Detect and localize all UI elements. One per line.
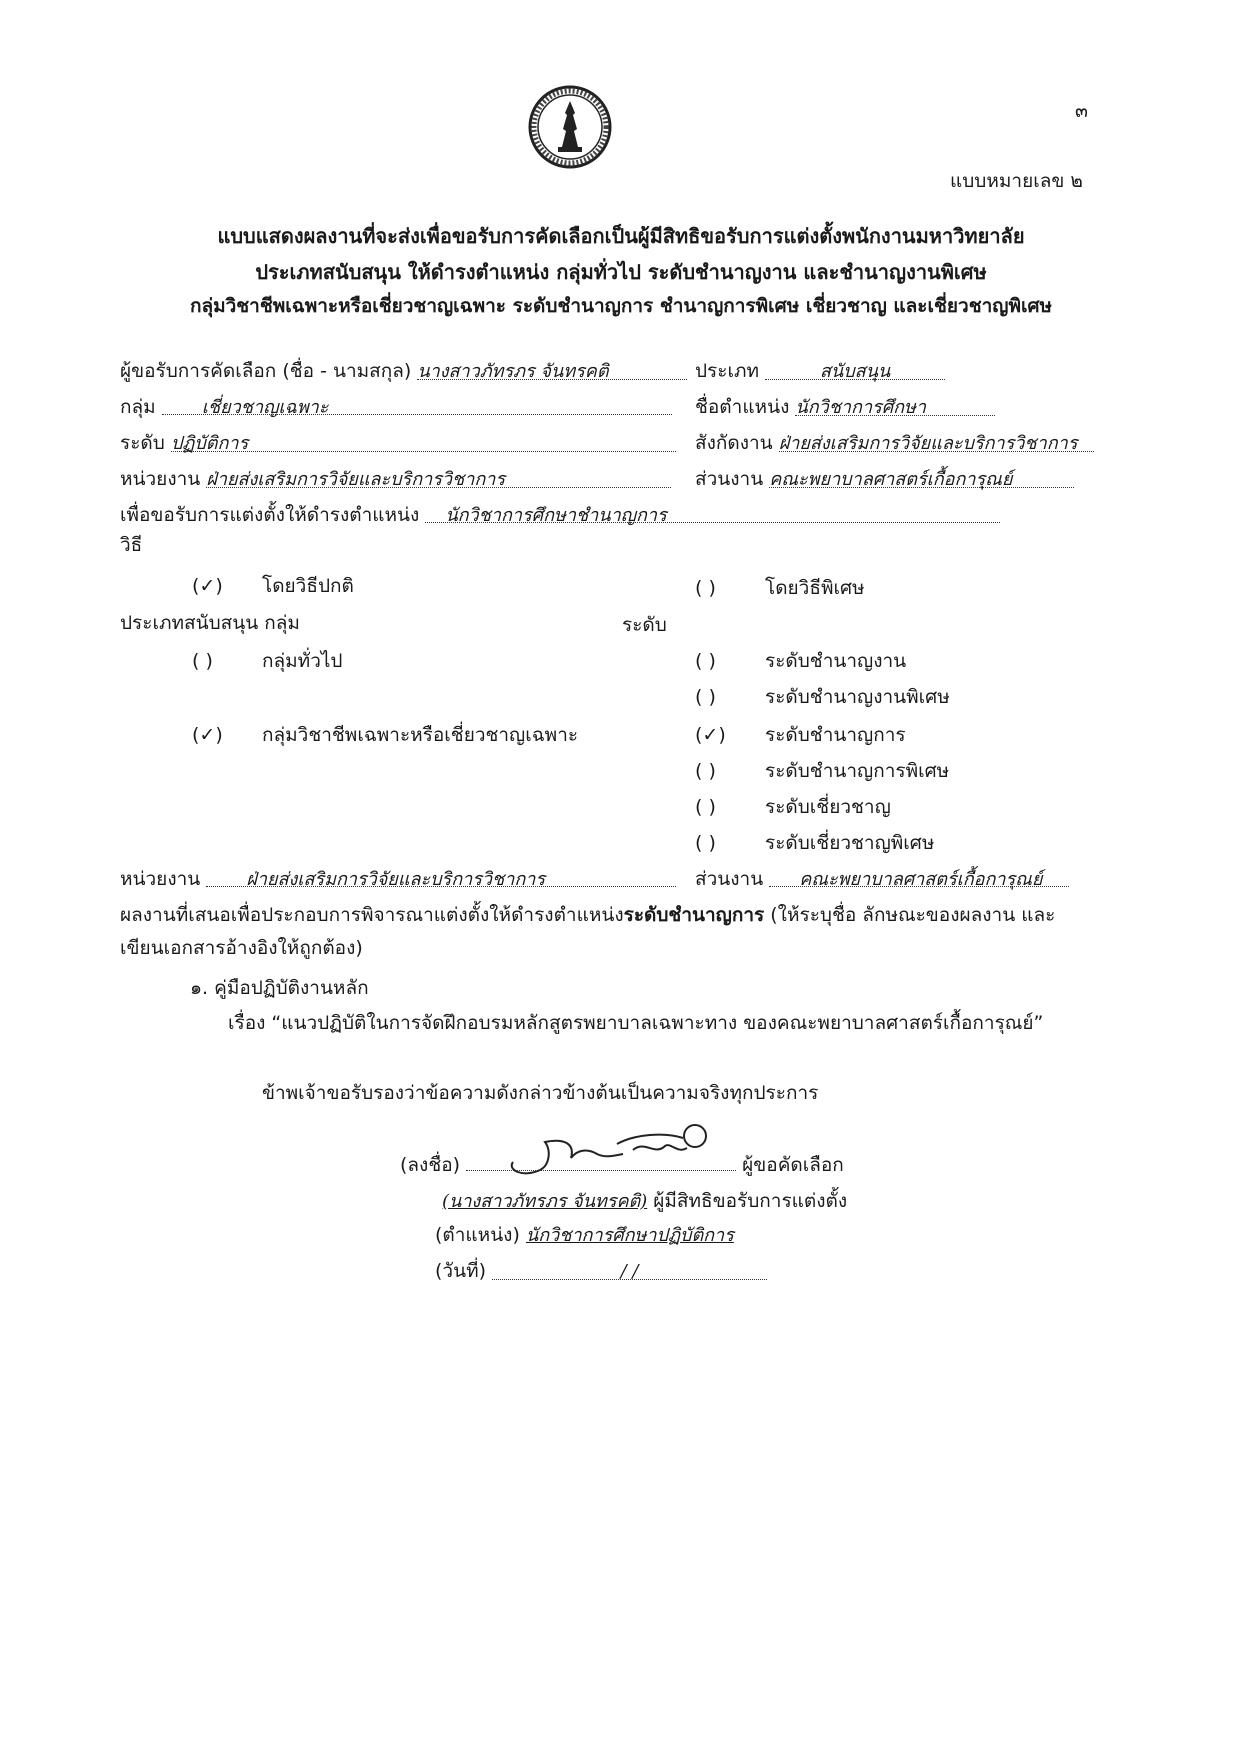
affiliation-value: ฝ่ายส่งเสริมการวิจัยและบริการวิชาการ: [779, 431, 1094, 452]
position-label: ชื่อตำแหน่ง: [695, 396, 790, 418]
group-general-checkbox[interactable]: ( ): [192, 650, 213, 672]
works-intro-line2: เขียนเอกสารอ้างอิงให้ถูกต้อง): [120, 937, 363, 959]
signer-name: (นางสาวภัทรภร จันทรคติ): [442, 1191, 648, 1212]
unit2-label: หน่วยงาน: [120, 868, 201, 890]
division-label: ส่วนงาน: [695, 468, 764, 490]
group-label: กลุ่ม: [120, 396, 156, 418]
normal-method-label: โดยวิธีปกติ: [262, 575, 354, 597]
title-line-3: กลุ่มวิชาชีพเฉพาะหรือเชี่ยวชาญเฉพาะ ระดับชำนาญการ ชำนาญการพิเศษ เชี่ยวชาญ และเชี่ยวชาญพิเศษ: [189, 295, 1053, 317]
affiliation-label: สังกัดงาน: [695, 432, 773, 454]
title-line-1: แบบแสดงผลงานที่จะส่งเพื่อขอรับการคัดเลือกเป็นผู้มีสิทธิขอรับการแต่งตั้งพนักงานมหาวิทยาลัย: [217, 224, 1025, 248]
sign-role: ผู้ขอคัดเลือก: [742, 1154, 844, 1176]
group-value: เชี่ยวชาญเฉพาะ: [162, 395, 672, 415]
appoint-label: เพื่อขอรับการแต่งตั้งให้ดำรงตำแหน่ง: [120, 504, 420, 526]
works-intro-start: ผลงานที่เสนอเพื่อประกอบการพิจารณาแต่งตั้งให้ดำรงตำแหน่ง: [120, 904, 624, 926]
level-option-label: ระดับชำนาญงาน: [765, 650, 907, 672]
unit-value: ฝ่ายส่งเสริมการวิจัยและบริการวิชาการ: [206, 467, 671, 488]
level-checkbox[interactable]: ( ): [695, 686, 716, 708]
level-checkbox[interactable]: ( ): [695, 760, 716, 782]
level-heading: ระดับ: [622, 614, 667, 636]
date-label: (วันที่): [435, 1260, 487, 1282]
level-option-label: ระดับเชี่ยวชาญ: [765, 796, 891, 818]
appoint-value: นักวิชาการศึกษาชำนาญการ: [425, 503, 1000, 523]
special-method-label: โดยวิธีพิเศษ: [765, 577, 865, 599]
type-row: [695, 358, 945, 384]
type-label: ประเภท: [695, 360, 760, 382]
signer-role: ผู้มีสิทธิขอรับการแต่งตั้ง: [653, 1190, 848, 1212]
form-number: แบบหมายเลข ๒: [950, 170, 1083, 192]
position-row: [695, 394, 995, 420]
type-value: สนับสนุน: [765, 359, 945, 380]
works-intro-level: ระดับชำนาญการ: [623, 904, 765, 926]
date-row: [435, 1258, 767, 1284]
applicant-row: [120, 358, 687, 384]
level-checkbox[interactable]: ( ): [695, 650, 716, 672]
unit2-row: [120, 866, 676, 892]
applicant-value: นางสาวภัทรภร จันทรคติ: [417, 359, 687, 380]
works-intro-end: (ให้ระบุชื่อ ลักษณะของผลงาน และ: [764, 904, 1056, 926]
group-specialist-checkbox[interactable]: (✓): [192, 724, 223, 746]
group-row: [120, 394, 672, 420]
level-row: [120, 430, 676, 456]
level-option-label: ระดับชำนาญการ: [765, 724, 906, 746]
method-label: วิธี: [120, 534, 143, 556]
signer-position-value: นักวิชาการศึกษาปฏิบัติการ: [525, 1225, 734, 1246]
works-item-1-subject: เรื่อง “แนวปฏิบัติในการจัดฝึกอบรมหลักสูตรพยาบาลเฉพาะทาง ของคณะพยาบาลศาสตร์เกื้อการุณย์”: [228, 1012, 1044, 1034]
title-line-2: ประเภทสนับสนุน ให้ดำรงตำแหน่ง กลุ่มทั่วไป ระดับชำนาญงาน และชำนาญงานพิเศษ: [255, 260, 987, 284]
division2-label: ส่วนงาน: [695, 868, 764, 890]
university-emblem-icon: [528, 85, 612, 169]
signer-position-row: [435, 1222, 734, 1249]
division2-value: คณะพยาบาลศาสตร์เกื้อการุณย์: [769, 867, 1069, 887]
support-group-label: ประเภทสนับสนุน กลุ่ม: [120, 612, 300, 634]
works-intro: [120, 902, 1055, 928]
certification-statement: ข้าพเจ้าขอรับรองว่าข้อความดังกล่าวข้างต้นเป็นความจริงทุกประการ: [262, 1082, 819, 1104]
affiliation-row: [695, 430, 1094, 456]
group-general-label: กลุ่มทั่วไป: [262, 650, 343, 672]
signer-position-label: (ตำแหน่ง): [435, 1224, 520, 1246]
unit-label: หน่วยงาน: [120, 468, 201, 490]
works-item-1: ๑. คู่มือปฏิบัติงานหลัก: [190, 977, 369, 999]
level-label: ระดับ: [120, 432, 165, 454]
level-option-label: ระดับเชี่ยวชาญพิเศษ: [765, 832, 935, 854]
unit2-value: ฝ่ายส่งเสริมการวิจัยและบริการวิชาการ: [206, 867, 676, 887]
division2-row: [695, 866, 1069, 892]
sign-label: (ลงชื่อ): [400, 1154, 461, 1176]
division-value: คณะพยาบาลศาสตร์เกื้อการุณย์: [769, 467, 1074, 488]
level-checkbox[interactable]: ( ): [695, 796, 716, 818]
level-checkbox[interactable]: (✓): [695, 724, 726, 746]
appoint-row: [120, 502, 1000, 528]
group-specialist-label: กลุ่มวิชาชีพเฉพาะหรือเชี่ยวชาญเฉพาะ: [262, 724, 579, 746]
signer-name-row: [442, 1188, 847, 1215]
level-option-label: ระดับชำนาญการพิเศษ: [765, 760, 950, 782]
level-checkbox[interactable]: ( ): [695, 832, 716, 854]
unit-row: [120, 466, 671, 492]
level-value: ปฏิบัติการ: [171, 431, 676, 452]
division-row: [695, 466, 1074, 492]
handwritten-signature: [505, 1120, 715, 1190]
position-value: นักวิชาการศึกษา: [795, 395, 995, 416]
normal-method-checkbox[interactable]: (✓): [192, 575, 223, 597]
page-number: ๓: [1075, 100, 1088, 122]
level-option-label: ระดับชำนาญงานพิเศษ: [765, 686, 950, 708]
date-value: / /: [492, 1259, 767, 1280]
special-method-checkbox[interactable]: ( ): [695, 577, 716, 599]
applicant-label: ผู้ขอรับการคัดเลือก (ชื่อ - นามสกุล): [120, 360, 412, 382]
